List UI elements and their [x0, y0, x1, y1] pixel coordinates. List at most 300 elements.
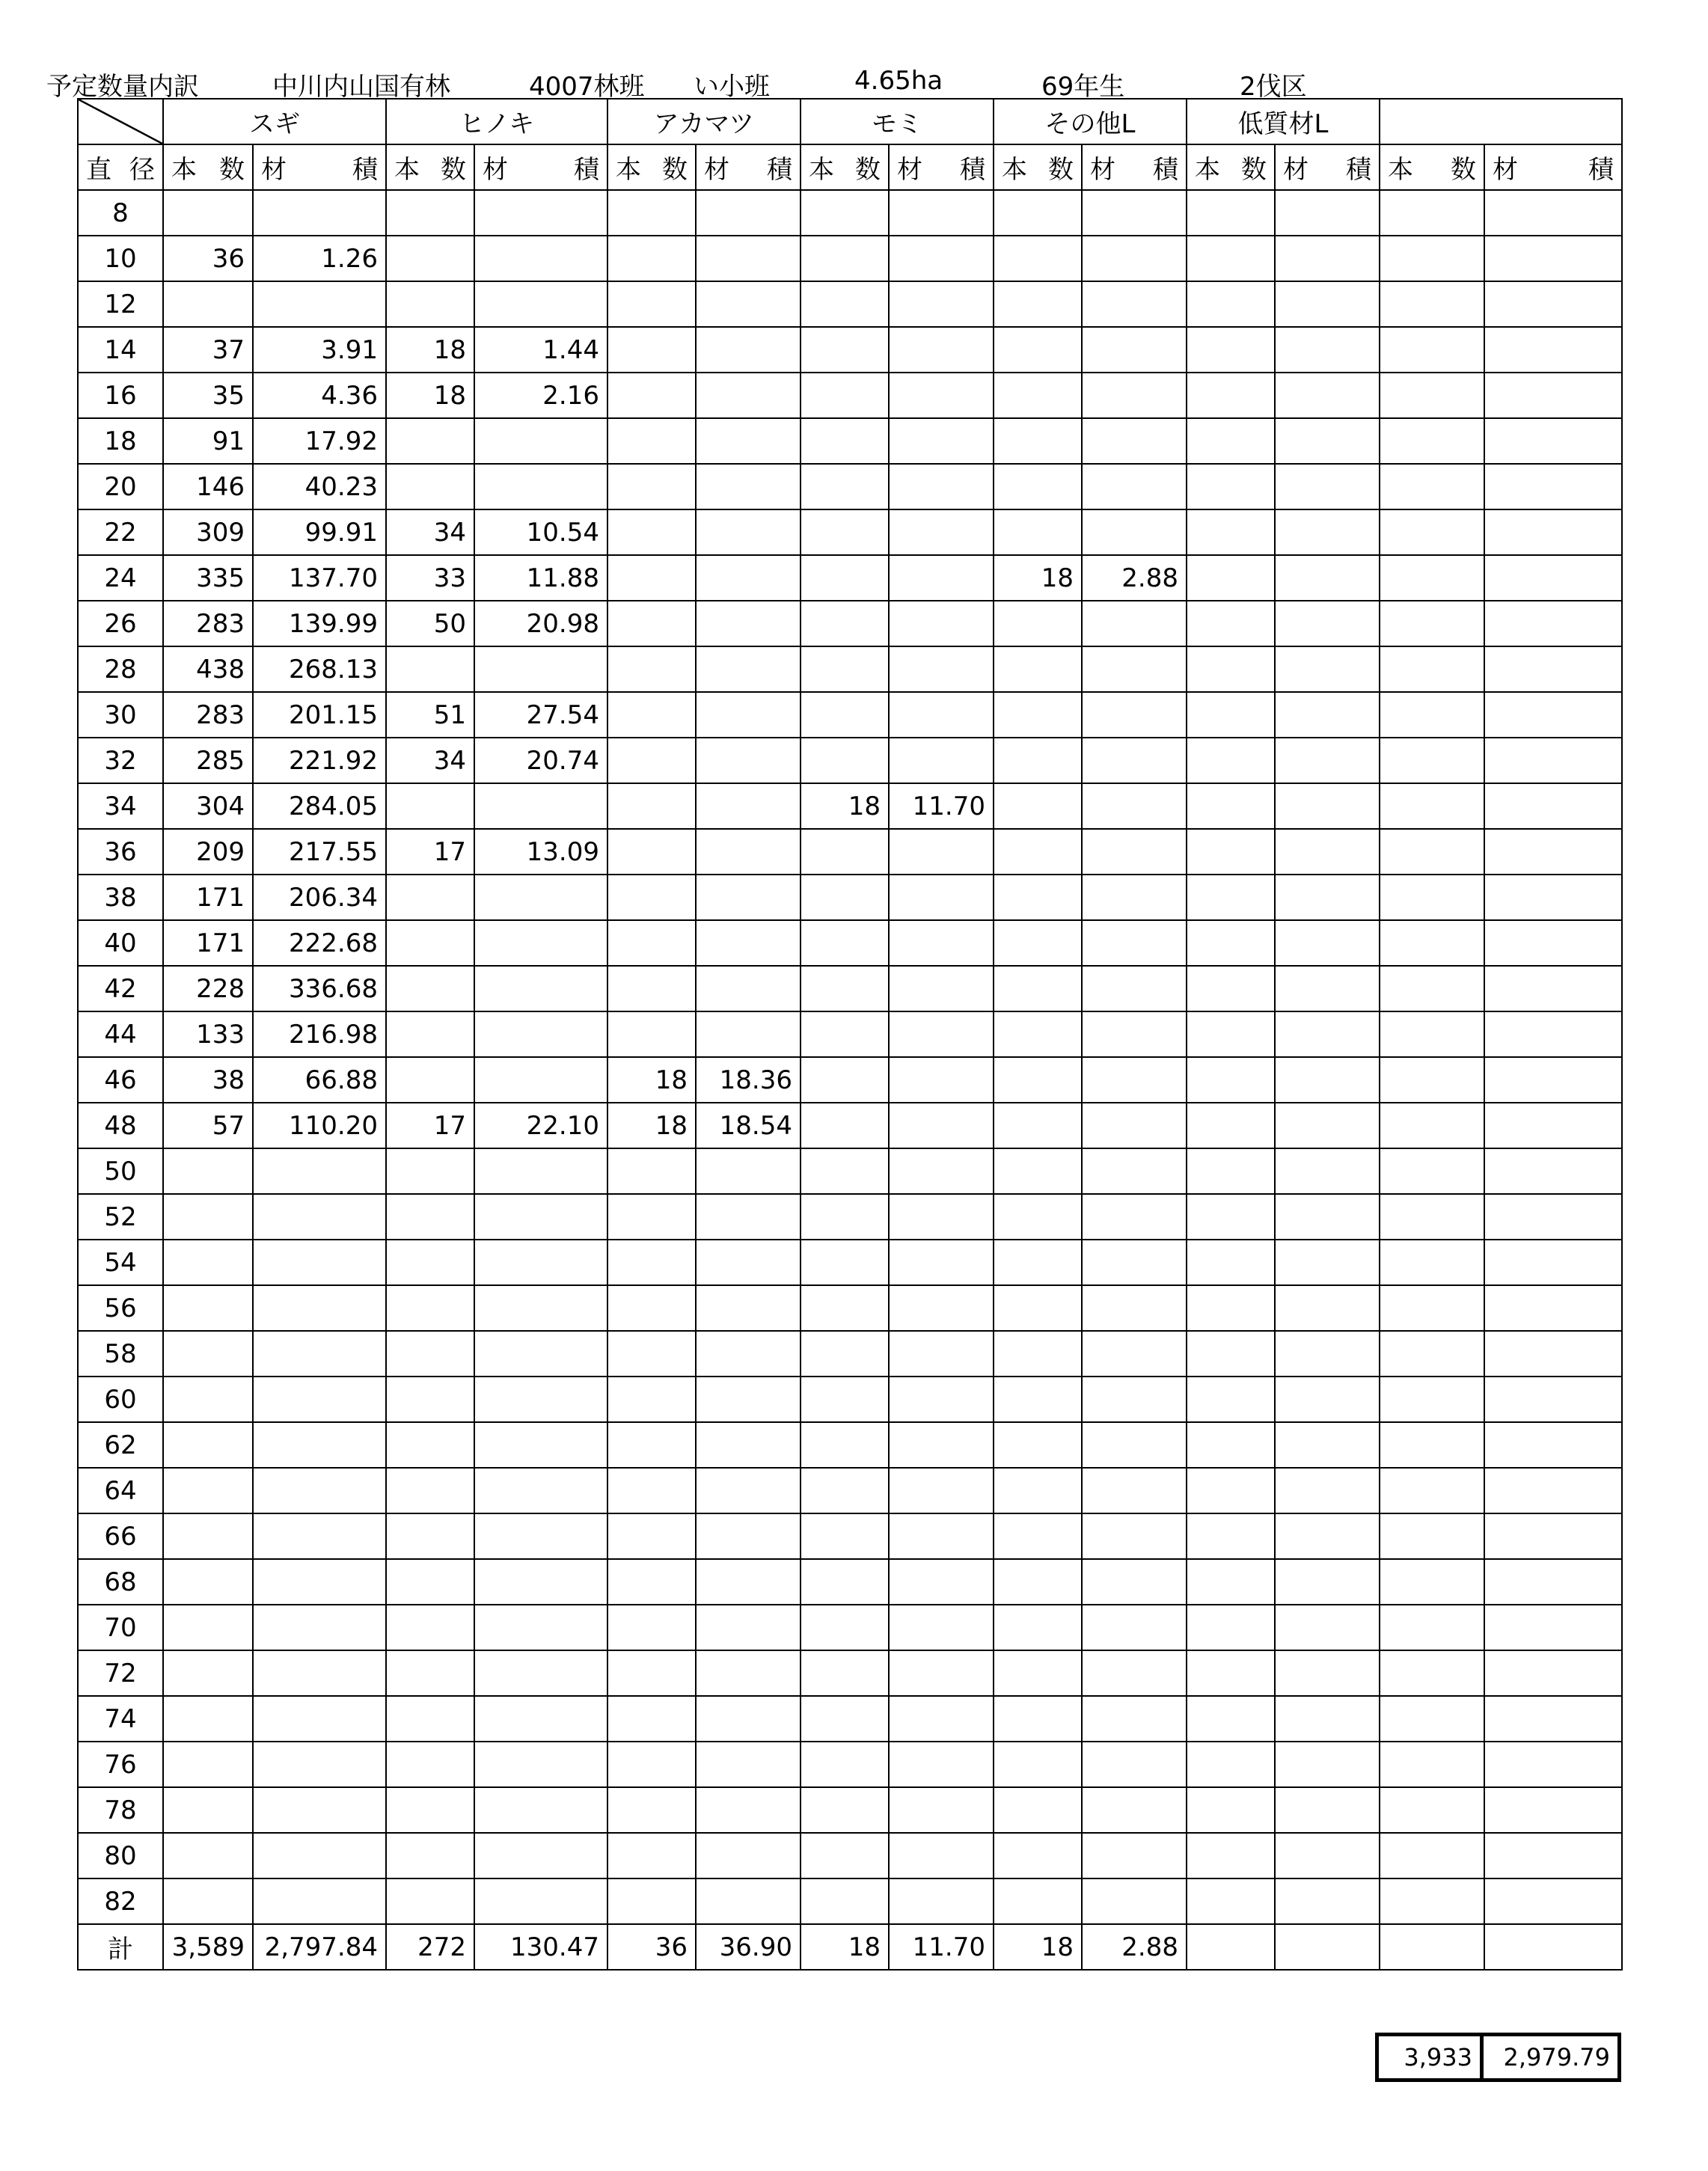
- volume-cell: [1484, 875, 1622, 920]
- table-row: [78, 1194, 1622, 1240]
- count-cell: [386, 920, 474, 966]
- table-row: [78, 875, 1622, 920]
- volume-cell: [474, 1285, 607, 1331]
- count-header-char: 本: [394, 155, 420, 185]
- volume-cell: 2,797.84: [253, 1924, 386, 1970]
- volume-cell: [1275, 1468, 1380, 1513]
- volume-cell: [474, 1331, 607, 1377]
- diameter-header: [78, 144, 163, 190]
- forest-name: 中川内山国有林: [272, 72, 450, 102]
- count-cell: [801, 829, 889, 875]
- count-cell: [386, 1787, 474, 1833]
- count-cell: [1380, 692, 1484, 738]
- volume-cell: [1484, 464, 1622, 509]
- volume-cell: [1484, 738, 1622, 783]
- count-cell: [1187, 1878, 1275, 1924]
- volume-cell: 36.90: [696, 1924, 801, 1970]
- count-cell: [607, 601, 696, 646]
- volume-cell: [696, 601, 801, 646]
- total-row: [78, 1924, 1622, 1970]
- count-cell: [1187, 1240, 1275, 1285]
- volume-header: [1082, 144, 1187, 190]
- volume-cell: [1484, 1057, 1622, 1103]
- count-cell: [1380, 509, 1484, 555]
- volume-cell: [253, 1696, 386, 1742]
- count-cell: [994, 1650, 1082, 1696]
- volume-cell: [889, 646, 994, 692]
- volume-cell: [1275, 555, 1380, 601]
- count-cell: [1187, 1331, 1275, 1377]
- count-cell: 171: [163, 875, 253, 920]
- volume-cell: [1082, 1103, 1187, 1148]
- count-cell: [163, 1833, 253, 1878]
- volume-cell: 3.91: [253, 327, 386, 373]
- volume-cell: [1275, 327, 1380, 373]
- count-cell: [1380, 1194, 1484, 1240]
- count-cell: [607, 1422, 696, 1468]
- count-cell: 285: [163, 738, 253, 783]
- count-cell: [801, 281, 889, 327]
- table-row: [78, 1331, 1622, 1377]
- volume-cell: 13.09: [474, 829, 607, 875]
- count-cell: [1380, 1650, 1484, 1696]
- count-cell: 17: [386, 1103, 474, 1148]
- volume-cell: [1082, 966, 1187, 1011]
- volume-cell: [1484, 1787, 1622, 1833]
- count-cell: [386, 1559, 474, 1605]
- volume-cell: [474, 1377, 607, 1422]
- volume-cell: [889, 1787, 994, 1833]
- volume-header-char: 材: [1283, 155, 1308, 185]
- volume-cell: [253, 1285, 386, 1331]
- volume-cell: [1082, 190, 1187, 236]
- volume-cell: [1484, 1240, 1622, 1285]
- species-header: ヒノキ: [386, 99, 607, 144]
- volume-cell: 137.70: [253, 555, 386, 601]
- count-cell: 36: [607, 1924, 696, 1970]
- count-cell: 35: [163, 373, 253, 418]
- count-cell: [1380, 1605, 1484, 1650]
- volume-header: [696, 144, 801, 190]
- count-cell: [994, 418, 1082, 464]
- count-cell: [801, 1377, 889, 1422]
- volume-cell: [474, 1696, 607, 1742]
- count-cell: [1187, 509, 1275, 555]
- volume-cell: [253, 1742, 386, 1787]
- volume-header-char: 材: [1493, 155, 1518, 185]
- count-cell: [1380, 646, 1484, 692]
- table-row: [78, 1650, 1622, 1696]
- volume-cell: [889, 1194, 994, 1240]
- diameter-cell: 62: [78, 1422, 163, 1468]
- volume-cell: 11.70: [889, 1924, 994, 1970]
- volume-cell: [474, 1513, 607, 1559]
- volume-cell: [474, 1011, 607, 1057]
- count-header-char: 本: [616, 155, 641, 185]
- count-cell: [163, 190, 253, 236]
- count-cell: 17: [386, 829, 474, 875]
- diameter-cell: 60: [78, 1377, 163, 1422]
- volume-cell: [253, 1650, 386, 1696]
- volume-cell: 11.70: [889, 783, 994, 829]
- count-cell: [607, 1468, 696, 1513]
- volume-cell: [889, 1240, 994, 1285]
- volume-cell: 201.15: [253, 692, 386, 738]
- count-header: [1187, 144, 1275, 190]
- volume-cell: [696, 1331, 801, 1377]
- count-cell: [1187, 236, 1275, 281]
- count-cell: 228: [163, 966, 253, 1011]
- volume-cell: 221.92: [253, 738, 386, 783]
- count-cell: [994, 464, 1082, 509]
- volume-cell: [1275, 236, 1380, 281]
- table-row: [78, 1878, 1622, 1924]
- volume-header-char: 材: [483, 155, 508, 185]
- count-cell: [607, 373, 696, 418]
- volume-cell: [889, 373, 994, 418]
- count-cell: 171: [163, 920, 253, 966]
- volume-cell: [1275, 1057, 1380, 1103]
- volume-cell: [696, 236, 801, 281]
- count-cell: [386, 966, 474, 1011]
- count-cell: [994, 875, 1082, 920]
- count-header: [163, 144, 253, 190]
- diameter-cell: 38: [78, 875, 163, 920]
- diameter-cell: 64: [78, 1468, 163, 1513]
- volume-cell: [1275, 601, 1380, 646]
- count-cell: [1380, 1787, 1484, 1833]
- diameter-cell: 52: [78, 1194, 163, 1240]
- volume-cell: [474, 236, 607, 281]
- volume-header: [253, 144, 386, 190]
- volume-cell: [1484, 1650, 1622, 1696]
- volume-cell: [1082, 1422, 1187, 1468]
- subblock: い小班: [694, 72, 770, 102]
- volume-cell: [474, 783, 607, 829]
- volume-cell: [253, 1787, 386, 1833]
- table-row: [78, 236, 1622, 281]
- volume-cell: [696, 1833, 801, 1878]
- table-row: [78, 1833, 1622, 1878]
- volume-header-char: 材: [704, 155, 729, 185]
- volume-cell: [1484, 646, 1622, 692]
- count-cell: [1380, 1878, 1484, 1924]
- grand-total-box: [1375, 2033, 1621, 2082]
- count-cell: [386, 464, 474, 509]
- count-cell: [386, 1696, 474, 1742]
- count-cell: [801, 1559, 889, 1605]
- volume-cell: [889, 1011, 994, 1057]
- count-cell: [607, 738, 696, 783]
- count-cell: [994, 1559, 1082, 1605]
- count-cell: [1187, 190, 1275, 236]
- count-cell: [163, 1650, 253, 1696]
- diameter-cell: 42: [78, 966, 163, 1011]
- volume-cell: [696, 281, 801, 327]
- count-cell: [801, 601, 889, 646]
- count-header-char: 本: [171, 155, 197, 185]
- count-cell: [386, 1011, 474, 1057]
- table-row: [78, 738, 1622, 783]
- volume-cell: 27.54: [474, 692, 607, 738]
- table-row: [78, 509, 1622, 555]
- volume-cell: [1484, 1194, 1622, 1240]
- title: 予定数量内訳: [46, 72, 199, 102]
- table-row: [78, 373, 1622, 418]
- count-header-char: 数: [662, 155, 688, 185]
- volume-cell: [1082, 692, 1187, 738]
- count-cell: [386, 1605, 474, 1650]
- table-row: [78, 464, 1622, 509]
- count-cell: [607, 1605, 696, 1650]
- volume-cell: [696, 829, 801, 875]
- count-header-char: 本: [1002, 155, 1027, 185]
- count-cell: [1380, 1559, 1484, 1605]
- volume-cell: [1275, 692, 1380, 738]
- volume-cell: [253, 190, 386, 236]
- table-row: [78, 1605, 1622, 1650]
- count-cell: [386, 875, 474, 920]
- count-cell: [801, 1103, 889, 1148]
- volume-header-char: 材: [1090, 155, 1115, 185]
- volume-cell: [474, 1650, 607, 1696]
- count-cell: [1380, 327, 1484, 373]
- volume-cell: [1082, 1285, 1187, 1331]
- count-cell: 309: [163, 509, 253, 555]
- diameter-cell: 8: [78, 190, 163, 236]
- count-cell: [994, 1377, 1082, 1422]
- count-header: [386, 144, 474, 190]
- volume-cell: [474, 1878, 607, 1924]
- diameter-cell: 14: [78, 327, 163, 373]
- count-cell: [163, 1240, 253, 1285]
- table-row: [78, 1787, 1622, 1833]
- volume-cell: [1484, 601, 1622, 646]
- table-row: [78, 1148, 1622, 1194]
- count-cell: [994, 1285, 1082, 1331]
- count-cell: [607, 1559, 696, 1605]
- volume-cell: [1484, 418, 1622, 464]
- volume-cell: [1082, 1787, 1187, 1833]
- count-cell: [386, 1833, 474, 1878]
- count-cell: 209: [163, 829, 253, 875]
- count-header: [607, 144, 696, 190]
- volume-cell: [696, 1696, 801, 1742]
- count-header: [994, 144, 1082, 190]
- count-cell: 57: [163, 1103, 253, 1148]
- count-cell: [994, 1011, 1082, 1057]
- count-cell: 18: [386, 373, 474, 418]
- volume-cell: [1082, 646, 1187, 692]
- count-cell: [163, 1422, 253, 1468]
- count-cell: [163, 1468, 253, 1513]
- count-cell: [1187, 829, 1275, 875]
- count-cell: [1380, 464, 1484, 509]
- volume-cell: [474, 1057, 607, 1103]
- count-header-char: 数: [1048, 155, 1074, 185]
- count-cell: [163, 1559, 253, 1605]
- table-row: [78, 692, 1622, 738]
- count-cell: [1380, 373, 1484, 418]
- count-cell: [1380, 1377, 1484, 1422]
- count-cell: [607, 1833, 696, 1878]
- volume-cell: [696, 966, 801, 1011]
- species-header-row: [78, 99, 1622, 144]
- volume-cell: [889, 1696, 994, 1742]
- volume-cell: [474, 1742, 607, 1787]
- table-row: [78, 1377, 1622, 1422]
- volume-cell: [889, 829, 994, 875]
- volume-cell: [1484, 692, 1622, 738]
- volume-cell: [696, 1422, 801, 1468]
- volume-cell: [1484, 1742, 1622, 1787]
- volume-cell: [253, 1513, 386, 1559]
- count-cell: 37: [163, 327, 253, 373]
- count-cell: [163, 1878, 253, 1924]
- volume-cell: [889, 1285, 994, 1331]
- count-cell: [607, 1148, 696, 1194]
- volume-header-char: 材: [261, 155, 287, 185]
- volume-cell: [696, 1742, 801, 1787]
- count-cell: [386, 783, 474, 829]
- volume-cell: [1275, 1011, 1380, 1057]
- count-cell: [1187, 1011, 1275, 1057]
- count-cell: [1380, 1285, 1484, 1331]
- count-cell: 18: [994, 1924, 1082, 1970]
- count-cell: 33: [386, 555, 474, 601]
- count-cell: [1380, 1468, 1484, 1513]
- volume-cell: [474, 281, 607, 327]
- count-cell: [386, 1513, 474, 1559]
- volume-cell: [1275, 1377, 1380, 1422]
- count-header-char: 本: [1195, 155, 1220, 185]
- diameter-cell: 58: [78, 1331, 163, 1377]
- count-cell: [1380, 555, 1484, 601]
- volume-cell: [889, 1422, 994, 1468]
- count-cell: [1380, 1696, 1484, 1742]
- volume-cell: 2.88: [1082, 1924, 1187, 1970]
- count-cell: [994, 1742, 1082, 1787]
- volume-cell: [1082, 1650, 1187, 1696]
- volume-cell: [1082, 1057, 1187, 1103]
- volume-cell: [696, 783, 801, 829]
- table-row: [78, 1011, 1622, 1057]
- volume-cell: [474, 418, 607, 464]
- diameter-cell: 34: [78, 783, 163, 829]
- count-cell: [801, 1422, 889, 1468]
- volume-cell: [1484, 1559, 1622, 1605]
- table-row: [78, 327, 1622, 373]
- volume-cell: [696, 1148, 801, 1194]
- volume-cell: [1275, 1559, 1380, 1605]
- count-cell: [1187, 738, 1275, 783]
- diameter-cell: 66: [78, 1513, 163, 1559]
- volume-cell: [1484, 236, 1622, 281]
- count-cell: 18: [607, 1103, 696, 1148]
- count-cell: [801, 920, 889, 966]
- count-cell: [163, 1696, 253, 1742]
- volume-cell: [1082, 464, 1187, 509]
- volume-cell: [1082, 418, 1187, 464]
- count-cell: 34: [386, 509, 474, 555]
- count-cell: [1187, 1696, 1275, 1742]
- count-cell: [163, 1513, 253, 1559]
- count-cell: [386, 1650, 474, 1696]
- volume-cell: [1275, 1148, 1380, 1194]
- count-cell: [386, 1194, 474, 1240]
- count-cell: [801, 1787, 889, 1833]
- count-cell: 283: [163, 692, 253, 738]
- count-cell: [994, 190, 1082, 236]
- diameter-cell: 76: [78, 1742, 163, 1787]
- count-cell: [386, 236, 474, 281]
- volume-cell: [474, 920, 607, 966]
- volume-cell: [1275, 966, 1380, 1011]
- count-cell: [994, 1057, 1082, 1103]
- count-cell: [163, 1285, 253, 1331]
- table-row: [78, 1240, 1622, 1285]
- count-cell: [1187, 875, 1275, 920]
- volume-cell: [1484, 1331, 1622, 1377]
- table-row: [78, 1422, 1622, 1468]
- volume-cell: [1484, 1285, 1622, 1331]
- count-cell: [1187, 783, 1275, 829]
- species-header: アカマツ: [607, 99, 801, 144]
- table-row: [78, 920, 1622, 966]
- volume-cell: [1275, 1422, 1380, 1468]
- count-cell: [801, 373, 889, 418]
- count-cell: [607, 509, 696, 555]
- volume-cell: [1082, 1194, 1187, 1240]
- count-cell: 51: [386, 692, 474, 738]
- diameter-cell: 50: [78, 1148, 163, 1194]
- table-row: [78, 281, 1622, 327]
- volume-cell: [696, 1285, 801, 1331]
- count-cell: [1380, 1057, 1484, 1103]
- area: 4.65ha: [854, 66, 943, 96]
- volume-cell: [1484, 1103, 1622, 1148]
- volume-cell: [1484, 1377, 1622, 1422]
- count-cell: [1187, 1650, 1275, 1696]
- count-cell: [607, 281, 696, 327]
- volume-cell: [696, 190, 801, 236]
- volume-cell: [1275, 875, 1380, 920]
- count-cell: [1380, 418, 1484, 464]
- count-cell: [801, 692, 889, 738]
- count-cell: [801, 509, 889, 555]
- count-cell: [994, 601, 1082, 646]
- count-cell: [607, 1696, 696, 1742]
- volume-cell: [889, 1513, 994, 1559]
- volume-cell: [1275, 1240, 1380, 1285]
- volume-cell: 18.54: [696, 1103, 801, 1148]
- count-cell: [1380, 1103, 1484, 1148]
- volume-cell: [696, 1787, 801, 1833]
- table-row: [78, 1468, 1622, 1513]
- volume-cell: 1.26: [253, 236, 386, 281]
- diameter-header-char: 径: [129, 155, 155, 185]
- count-header-char: 数: [219, 155, 245, 185]
- count-cell: [994, 1513, 1082, 1559]
- volume-cell: [1275, 418, 1380, 464]
- volume-cell: [1275, 1605, 1380, 1650]
- count-cell: [994, 1787, 1082, 1833]
- count-cell: [1187, 1103, 1275, 1148]
- count-cell: [801, 327, 889, 373]
- volume-cell: 1.44: [474, 327, 607, 373]
- count-cell: [607, 920, 696, 966]
- diameter-cell: 24: [78, 555, 163, 601]
